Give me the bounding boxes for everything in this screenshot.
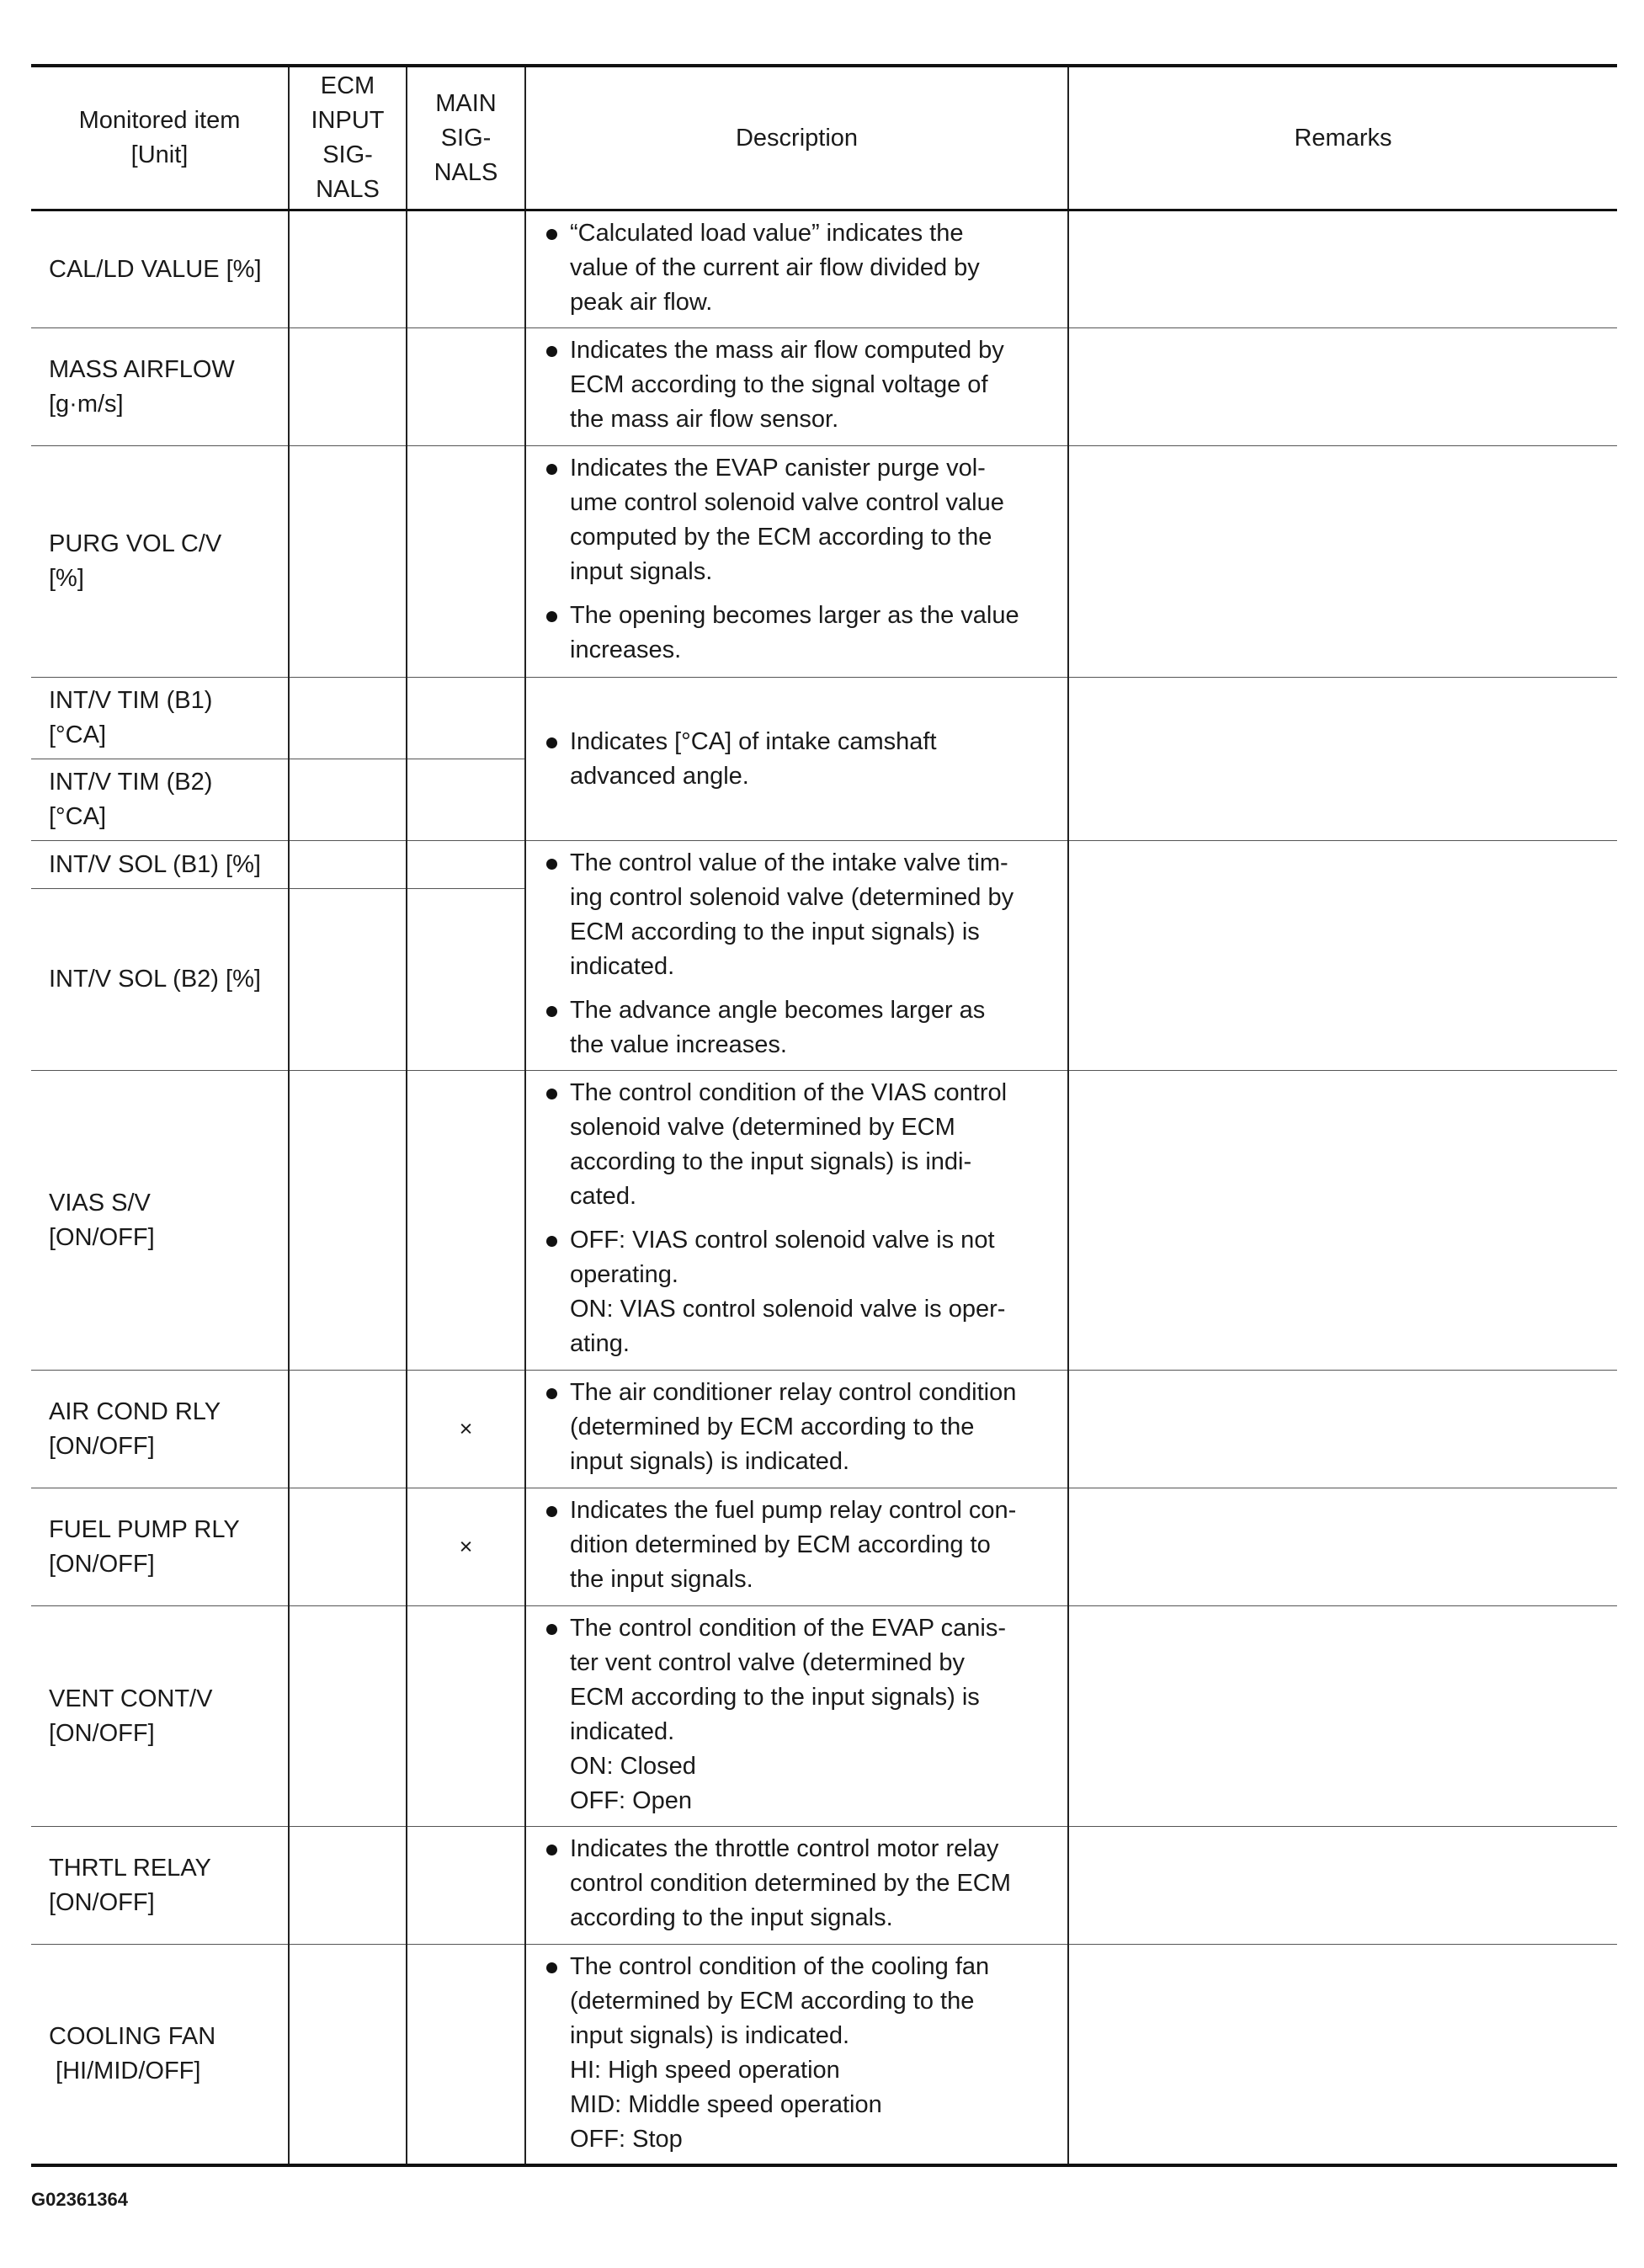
description-bullet: The advance angle becomes larger as the value increases. xyxy=(545,993,1056,1062)
ecm-input-cell xyxy=(289,841,407,889)
main-signal-cell xyxy=(407,678,525,759)
ecm-input-cell xyxy=(289,1071,407,1371)
main-signal-cell xyxy=(407,1945,525,2165)
document-page xyxy=(31,64,1617,2167)
main-signal-cell xyxy=(407,841,525,889)
remarks-cell xyxy=(1068,1606,1617,1827)
remarks-cell xyxy=(1068,1945,1617,2165)
main-signal-cell xyxy=(407,1827,525,1945)
ecm-input-cell xyxy=(289,1827,407,1945)
ecm-input-cell xyxy=(289,328,407,446)
description-cell xyxy=(525,328,1068,446)
main-signal-cell xyxy=(407,759,525,841)
monitored-item: VIAS S/V [ON/OFF] xyxy=(31,1071,289,1371)
monitored-item: FUEL PUMP RLY [ON/OFF] xyxy=(31,1488,289,1606)
monitored-item: AIR COND RLY [ON/OFF] xyxy=(31,1371,289,1488)
monitored-item: MASS AIRFLOW [g·m/s] xyxy=(31,328,289,446)
table-row xyxy=(31,1488,1617,1606)
ecm-input-cell xyxy=(289,1371,407,1488)
description-bullet: The control value of the intake valve tim- ing control solenoid valve (determined by ECM according to the input signals) is indicated. xyxy=(545,846,1056,984)
table-row xyxy=(31,1071,1617,1371)
main-signal-cell xyxy=(407,328,525,446)
monitored-item: THRTL RELAY [ON/OFF] xyxy=(31,1827,289,1945)
description-bullet: Indicates the mass air flow computed by ECM according to the signal voltage of the mass air flow sensor. xyxy=(545,333,1056,437)
description-cell xyxy=(525,841,1068,1071)
description-cell xyxy=(525,1071,1068,1371)
header-main-signals: MAIN SIG- NALS xyxy=(407,66,525,210)
description-bullet: Indicates the throttle control motor relay control condition determined by the ECM according to the input signals. xyxy=(545,1832,1056,1935)
table-row xyxy=(31,1371,1617,1488)
monitored-item: INT/V TIM (B2) [°CA] xyxy=(31,759,289,841)
ecm-input-cell xyxy=(289,759,407,841)
ecm-input-cell xyxy=(289,1945,407,2165)
description-cell xyxy=(525,1606,1068,1827)
main-signal-cell xyxy=(407,1071,525,1371)
monitored-item: PURG VOL C/V [%] xyxy=(31,446,289,678)
description-cell xyxy=(525,678,1068,841)
description-bullet: “Calculated load value” indicates the value of the current air flow divided by peak air flow. xyxy=(545,216,1056,320)
description-bullet: OFF: VIAS control solenoid valve is not operating. ON: VIAS control solenoid valve is oper- ating. xyxy=(545,1223,1056,1361)
main-signal-cell xyxy=(407,889,525,1071)
table-header-row xyxy=(31,66,1617,210)
description-cell xyxy=(525,1488,1068,1606)
description-cell xyxy=(525,1371,1068,1488)
remarks-cell xyxy=(1068,210,1617,328)
description-bullet: The air conditioner relay control condition (determined by ECM according to the input signals) is indicated. xyxy=(545,1376,1056,1479)
ecm-input-cell xyxy=(289,1606,407,1827)
description-bullet: Indicates the EVAP canister purge vol- ume control solenoid valve control value computed by the ECM according to the input signals. xyxy=(545,451,1056,589)
header-description: Description xyxy=(525,66,1068,210)
ecm-input-cell xyxy=(289,210,407,328)
monitored-item: INT/V SOL (B2) [%] xyxy=(31,889,289,1071)
description-bullet: The opening becomes larger as the value increases. xyxy=(545,599,1056,668)
description-bullet: Indicates [°CA] of intake camshaft advanced angle. xyxy=(545,725,1056,794)
description-bullet: The control condition of the EVAP canis- ter vent control valve (determined by ECM according to the input signals) is indicated. ON: Closed OFF: Open xyxy=(545,1611,1056,1818)
monitor-items-table xyxy=(31,64,1617,2167)
header-monitored-item: Monitored item [Unit] xyxy=(31,66,289,210)
main-signal-mark: × xyxy=(407,1371,525,1488)
remarks-cell xyxy=(1068,1488,1617,1606)
description-cell xyxy=(525,1827,1068,1945)
remarks-cell xyxy=(1068,446,1617,678)
header-ecm-input-signals: ECM INPUT SIG- NALS xyxy=(289,66,407,210)
table-row xyxy=(31,446,1617,678)
monitored-item: COOLING FAN [HI/MID/OFF] xyxy=(31,1945,289,2165)
remarks-cell xyxy=(1068,1371,1617,1488)
description-cell xyxy=(525,1945,1068,2165)
figure-code: G02361364 xyxy=(31,2189,128,2210)
table-row xyxy=(31,328,1617,446)
description-bullet: Indicates the fuel pump relay control con- dition determined by ECM according to the input signals. xyxy=(545,1493,1056,1597)
table-row xyxy=(31,210,1617,328)
table-row xyxy=(31,841,1617,889)
table-row xyxy=(31,678,1617,759)
ecm-input-cell xyxy=(289,678,407,759)
description-bullet: The control condition of the cooling fan (determined by ECM according to the input signals) is indicated. HI: High speed operation MID: Middle speed operation OFF: Stop xyxy=(545,1950,1056,2157)
ecm-input-cell xyxy=(289,446,407,678)
remarks-cell xyxy=(1068,328,1617,446)
remarks-cell xyxy=(1068,678,1617,841)
header-remarks: Remarks xyxy=(1068,66,1617,210)
remarks-cell xyxy=(1068,1071,1617,1371)
monitored-item: VENT CONT/V [ON/OFF] xyxy=(31,1606,289,1827)
table-row xyxy=(31,1827,1617,1945)
monitored-item: INT/V SOL (B1) [%] xyxy=(31,841,289,889)
description-bullet: The control condition of the VIAS control solenoid valve (determined by ECM according to the input signals) is indi- cated. xyxy=(545,1076,1056,1214)
table-row xyxy=(31,1945,1617,2165)
table-row xyxy=(31,1606,1617,1827)
monitored-item: CAL/LD VALUE [%] xyxy=(31,210,289,328)
remarks-cell xyxy=(1068,1827,1617,1945)
main-signal-cell xyxy=(407,210,525,328)
ecm-input-cell xyxy=(289,1488,407,1606)
main-signal-cell xyxy=(407,1606,525,1827)
ecm-input-cell xyxy=(289,889,407,1071)
description-cell xyxy=(525,446,1068,678)
monitored-item: INT/V TIM (B1) [°CA] xyxy=(31,678,289,759)
main-signal-mark: × xyxy=(407,1488,525,1606)
description-cell xyxy=(525,210,1068,328)
main-signal-cell xyxy=(407,446,525,678)
remarks-cell xyxy=(1068,841,1617,1071)
